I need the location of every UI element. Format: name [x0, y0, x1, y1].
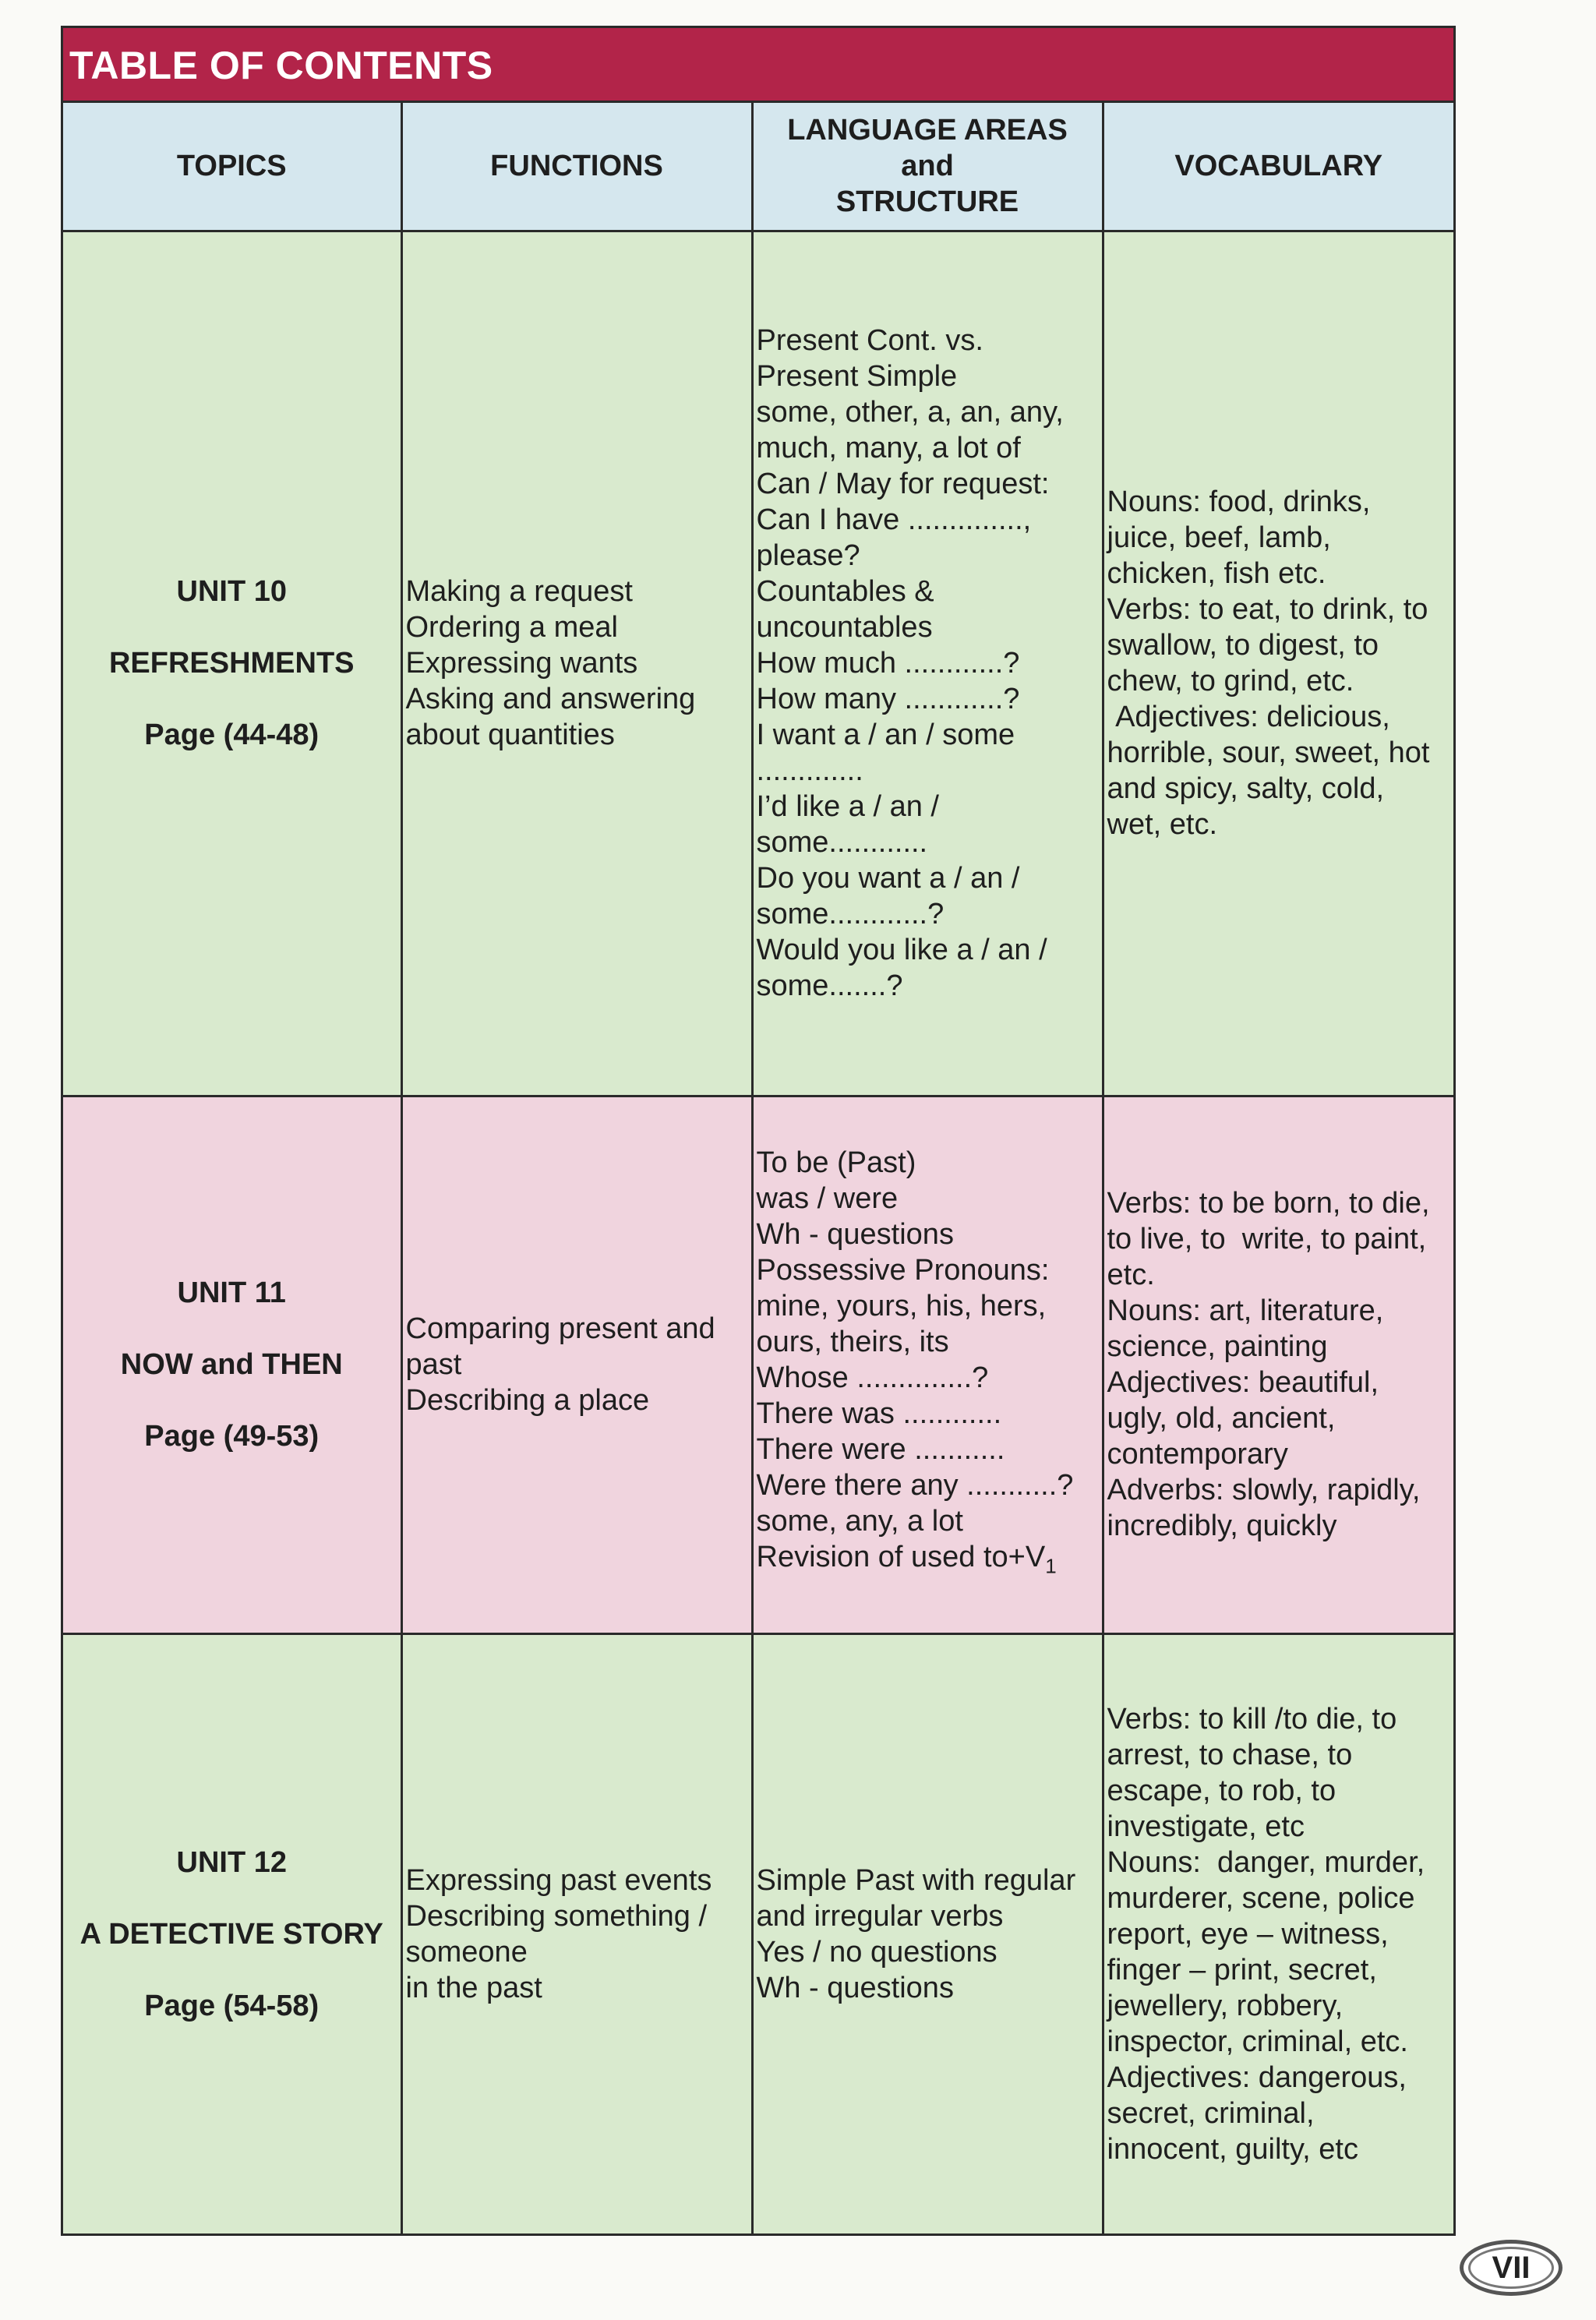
cell-line: much, many, a lot of	[756, 432, 1021, 464]
unit-name: NOW and THEN	[120, 1348, 343, 1381]
cell-line: ours, theirs, its	[756, 1326, 949, 1359]
cell-line: juice, beef, lamb,	[1107, 521, 1331, 554]
cell-line: There was ............	[756, 1397, 1002, 1431]
unit-number: UNIT 12	[176, 1845, 287, 1879]
cell-line: Can / May for request:	[756, 468, 1050, 500]
cell-line: contemporary	[1107, 1438, 1288, 1471]
vocabulary-cell	[1103, 1633, 1453, 2233]
page-number-badge	[1460, 2240, 1562, 2296]
cell-line: Simple Past with regular	[756, 1863, 1076, 1897]
cell-line: Expressing past events	[405, 1863, 712, 1897]
header-topics: TOPICS	[63, 103, 401, 231]
cell-line: about quantities	[405, 719, 615, 751]
cell-line: .............	[756, 754, 863, 787]
cell-line: wet, etc.	[1107, 808, 1217, 841]
cell-line: please?	[756, 539, 860, 572]
cell-line: ugly, old, ancient,	[1107, 1402, 1336, 1435]
cell-line: Describing a place	[405, 1384, 650, 1417]
cell-line: Adjectives: dangerous,	[1107, 2060, 1407, 2094]
header-language-areas	[752, 103, 1103, 231]
language-cell	[752, 231, 1103, 1096]
functions-cell	[401, 1096, 752, 1633]
header-vocabulary: VOCABULARY	[1103, 103, 1453, 231]
toc-title: TABLE OF CONTENTS	[63, 28, 1453, 103]
header-language-line: STRUCTURE	[835, 185, 1019, 219]
cell-line: mine, yours, his, hers,	[756, 1290, 1047, 1323]
unit-pages: Page (49-53)	[144, 1420, 320, 1453]
page-number: VII	[1492, 2250, 1531, 2285]
cell-line: and spicy, salty, cold,	[1107, 772, 1385, 805]
cell-line: and irregular verbs	[756, 1899, 1004, 1933]
vocabulary-cell	[1103, 231, 1453, 1096]
topic-cell	[63, 231, 401, 1096]
cell-line: Were there any ...........?	[756, 1469, 1074, 1503]
cell-line: jewellery, robbery,	[1107, 1989, 1344, 2022]
cell-line: chew, to grind, etc.	[1107, 665, 1354, 697]
cell-line: Do you want a / an /	[756, 862, 1020, 895]
cell-line: I want a / an / some	[756, 719, 1015, 751]
unit-name: A DETECTIVE STORY	[79, 1917, 383, 1951]
cell-line: I’d like a / an /	[756, 790, 939, 823]
header-functions: FUNCTIONS	[401, 103, 752, 231]
cell-line: Present Cont. vs.	[756, 324, 983, 357]
cell-line: someone	[405, 1935, 528, 1969]
cell-line: some............	[756, 826, 928, 859]
cell-line: Comparing present and	[405, 1312, 715, 1345]
cell-line: to live, to write, to paint,	[1107, 1223, 1427, 1255]
header-language-line: LANGUAGE AREAS	[787, 114, 1068, 147]
cell-line: How many ............?	[756, 683, 1020, 715]
header-language-line: and	[901, 150, 954, 183]
cell-line: Can I have ..............,	[756, 503, 1032, 536]
cell-line: chicken, fish etc.	[1107, 557, 1326, 590]
table-of-contents	[61, 26, 1456, 2236]
cell-line: murderer, scene, police	[1107, 1881, 1415, 1915]
cell-line: Asking and answering	[405, 683, 696, 715]
cell-line: Ordering a meal	[405, 611, 618, 644]
language-cell	[752, 1096, 1103, 1633]
cell-line: Verbs: to be born, to die,	[1107, 1187, 1430, 1220]
cell-line: To be (Past)	[756, 1146, 916, 1180]
vocabulary-cell	[1103, 1096, 1453, 1633]
cell-line: past	[405, 1348, 462, 1381]
cell-line: Revision of used $to+V_1$	[756, 1541, 1057, 1578]
cell-line: uncountables	[756, 611, 933, 644]
cell-line: Present Simple	[756, 360, 958, 393]
unit-row	[63, 231, 1453, 1096]
topic-cell	[63, 1633, 401, 2233]
cell-line: science, painting	[1107, 1330, 1328, 1363]
cell-line: horrible, sour, sweet, hot	[1107, 736, 1430, 769]
functions-cell	[401, 231, 752, 1096]
cell-line: inspector, criminal, etc.	[1107, 2025, 1408, 2058]
cell-line: report, eye – witness,	[1107, 1917, 1389, 1951]
cell-line: Nouns: food, drinks,	[1107, 486, 1371, 518]
cell-line: Nouns: danger, murder,	[1107, 1845, 1425, 1879]
unit-number: UNIT 11	[177, 1277, 286, 1309]
cell-line: arrest, to chase, to	[1107, 1738, 1353, 1771]
cell-line: Would you like a / an /	[756, 934, 1047, 966]
subscript: 1	[1045, 1554, 1057, 1578]
cell-line: in the past	[405, 1971, 542, 2004]
cell-line: was / were	[756, 1182, 899, 1216]
unit-row	[63, 1096, 1453, 1633]
unit-number: UNIT 10	[176, 575, 287, 608]
cell-line: There were ...........	[756, 1433, 1005, 1467]
cell-line: Wh - questions	[756, 1971, 954, 2004]
cell-line: escape, to rob, to	[1107, 1774, 1336, 1807]
cell-line: secret, criminal,	[1107, 2096, 1315, 2130]
cell-line: How much ............?	[756, 647, 1020, 680]
functions-cell	[401, 1633, 752, 2233]
cell-line: Making a request	[405, 575, 633, 608]
cell-line: Possessive Pronouns:	[756, 1254, 1050, 1287]
cell-line: swallow, to digest, to	[1107, 629, 1379, 662]
unit-row	[63, 1633, 1453, 2233]
topic-cell	[63, 1096, 401, 1633]
cell-line: finger – print, secret,	[1107, 1953, 1377, 1986]
cell-line: Describing something /	[405, 1899, 708, 1933]
cell-line: Yes / no questions	[756, 1935, 998, 1969]
unit-pages: Page (54-58)	[144, 1989, 320, 2022]
toc-table	[63, 103, 1453, 2233]
cell-line: some, other, a, an, any,	[756, 396, 1064, 429]
cell-line: Verbs: to eat, to drink, to	[1107, 593, 1428, 626]
cell-line: Adjectives: delicious,	[1107, 701, 1390, 733]
cell-line: Verbs: to kill /to die, to	[1107, 1702, 1397, 1736]
cell-line: Adverbs: slowly, rapidly,	[1107, 1474, 1421, 1506]
cell-line: Whose ..............?	[756, 1361, 989, 1395]
cell-line: some, any, a lot	[756, 1505, 963, 1538]
cell-line: incredibly, quickly	[1107, 1510, 1337, 1542]
cell-line: Wh - questions	[756, 1218, 954, 1252]
unit-name: REFRESHMENTS	[108, 647, 355, 680]
cell-line: Nouns: art, literature,	[1107, 1294, 1384, 1327]
language-cell	[752, 1633, 1103, 2233]
header-row	[63, 103, 1453, 231]
cell-line: Countables &	[756, 575, 934, 608]
unit-pages: Page (44-48)	[144, 719, 320, 751]
cell-line: etc.	[1107, 1259, 1155, 1291]
cell-line: some.......?	[756, 969, 903, 1002]
cell-line: innocent, guilty, etc	[1107, 2132, 1358, 2166]
cell-line: Adjectives: beautiful,	[1107, 1366, 1379, 1399]
cell-line: Expressing wants	[405, 647, 638, 680]
cell-line: investigate, etc	[1107, 1810, 1305, 1843]
cell-line: some............?	[756, 898, 945, 930]
page-badge-ring	[1468, 2247, 1554, 2289]
